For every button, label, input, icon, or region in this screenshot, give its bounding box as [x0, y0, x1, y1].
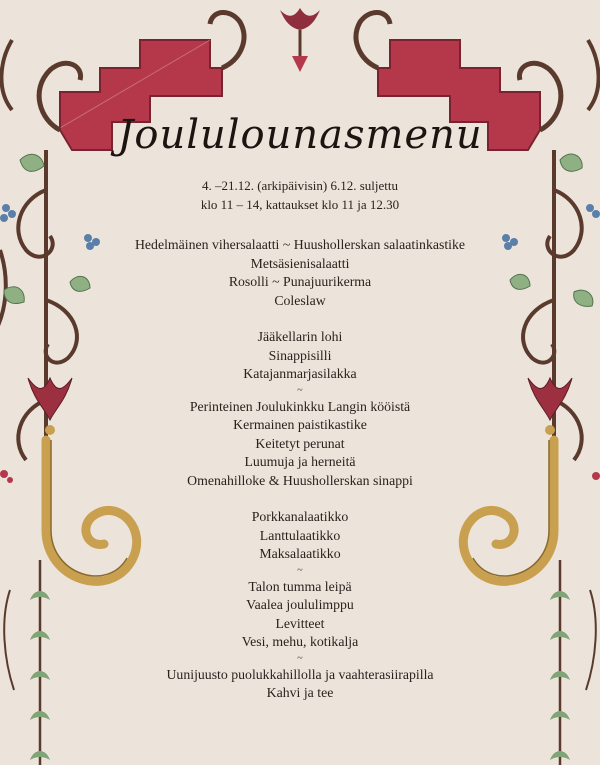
menu-section: [0, 578, 600, 652]
menu-item: Uunijuusto puolukkahillolla ja vaahterasiirapilla: [166, 666, 434, 682]
menu-section: [0, 666, 600, 703]
section-gap: [0, 490, 600, 508]
menu-item: Keitetyt perunat: [255, 435, 345, 451]
menu-item: Katajanmarjasilakka: [243, 366, 357, 381]
menu-separator: ~: [297, 564, 303, 576]
menu-item: Hedelmäinen vihersalaatti ~ Huushollerskan salaatinkastike: [134, 237, 466, 252]
menu-item: Levitteet: [275, 615, 325, 631]
menu-item: Vesi, mehu, kotikalja: [241, 634, 359, 649]
menu-item: Coleslaw: [274, 292, 326, 308]
menu-item: Porkkanalaatikko: [251, 509, 349, 524]
menu-item: Rosolli ~ Punajuurikerma: [228, 274, 372, 289]
menu-item: Jääkellarin lohi: [257, 329, 343, 344]
menu-section: [0, 328, 600, 384]
menu-title: Joululounasmenu: [117, 112, 483, 158]
menu-item: Kahvi ja tee: [266, 685, 334, 700]
menu-item: Sinappisilli: [268, 347, 332, 363]
times-line: klo 11 – 14, kattaukset klo 11 ja 12.30: [200, 197, 400, 212]
dates-line: 4. –21.12. (arkipäivisin) 6.12. suljettu: [201, 178, 399, 193]
menu-item: Vaalea joululimppu: [246, 597, 354, 612]
menu-section: [0, 508, 600, 564]
menu-separator: ~: [297, 384, 303, 396]
menu-list: [0, 236, 600, 703]
menu-item: Omenahilloke & Huushollerskan sinappi: [187, 472, 413, 488]
menu-item: Perinteinen Joulukinkku Langin kööistä: [189, 398, 411, 414]
menu-item: Lanttulaatikko: [259, 527, 341, 543]
menu-separator: ~: [297, 652, 303, 664]
menu-item: Talon tumma leipä: [248, 578, 352, 594]
menu-section: [0, 236, 600, 310]
menu-section: [0, 398, 600, 491]
menu-item: Metsäsienisalaatti: [250, 255, 350, 271]
section-gap: [0, 310, 600, 328]
menu-item: Maksalaatikko: [259, 546, 341, 561]
menu-item: Kermainen paistikastike: [233, 417, 367, 432]
menu-item: Luumuja ja herneitä: [244, 454, 356, 469]
